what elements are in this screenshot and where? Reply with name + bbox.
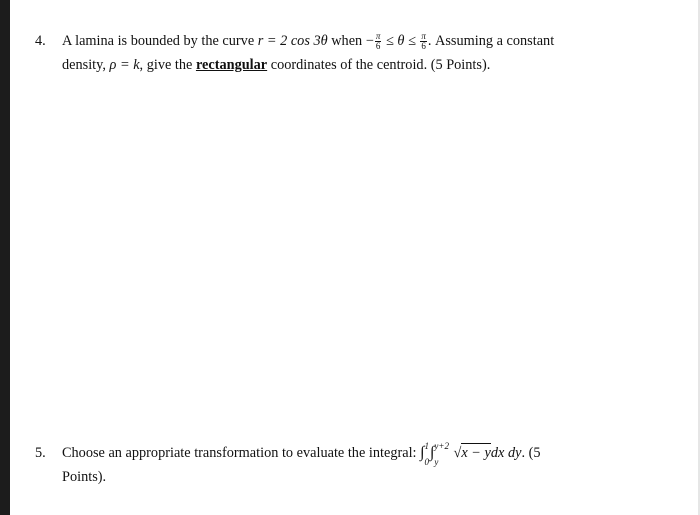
question-text: Points). xyxy=(62,469,107,485)
question-text: . (5 xyxy=(521,445,541,461)
emphasized-word: rectangular xyxy=(195,57,268,73)
question-4 xyxy=(35,30,675,80)
curve-equation: r = 2 cos 3θ xyxy=(257,33,328,49)
question-line-2 xyxy=(62,54,490,76)
outer-integral-sign: ∫ xyxy=(420,444,425,461)
fraction-denominator: 6 xyxy=(375,41,381,52)
density-equation: ρ = k xyxy=(109,57,140,73)
inner-limits xyxy=(434,440,449,467)
question-number: 4. xyxy=(35,33,46,49)
fraction-pi-over-6 xyxy=(420,32,427,51)
question-number: 5. xyxy=(35,445,46,461)
fraction-denominator: 6 xyxy=(421,41,426,52)
fraction-numerator: π xyxy=(375,31,381,42)
fraction-numerator: π xyxy=(421,31,426,42)
question-text: , give the xyxy=(139,57,196,73)
outer-lower-limit: 0 xyxy=(424,456,429,467)
document-page xyxy=(10,0,698,515)
left-border xyxy=(0,0,10,515)
question-text: when xyxy=(327,33,366,49)
question-line-1 xyxy=(62,440,541,467)
outer-upper-limit: 1 xyxy=(424,440,429,451)
question-text: . Assuming a constant xyxy=(427,33,555,49)
square-root xyxy=(454,443,491,461)
inner-lower-limit: y xyxy=(434,456,439,467)
question-line-2 xyxy=(62,466,106,488)
inner-integral-sign: ∫ xyxy=(429,444,435,461)
question-line-1 xyxy=(62,30,554,52)
question-text: coordinates of the centroid. (5 Points). xyxy=(267,57,491,73)
differentials: dx dy xyxy=(490,445,522,461)
question-text: Choose an appropriate transformation to evaluate the integral: xyxy=(62,445,421,461)
outer-limits xyxy=(424,440,429,467)
inequality: ≤ θ ≤ xyxy=(382,33,420,49)
radicand: x − y xyxy=(461,445,491,461)
fraction-pi-over-6 xyxy=(375,32,382,51)
question-text: A lamina is bounded by the curve xyxy=(62,33,258,49)
question-5 xyxy=(35,442,675,492)
inner-upper-limit: y+2 xyxy=(434,440,449,451)
question-text: density, xyxy=(62,57,110,73)
minus-sign: − xyxy=(365,33,374,49)
sqrt-symbol: √ xyxy=(453,445,462,461)
